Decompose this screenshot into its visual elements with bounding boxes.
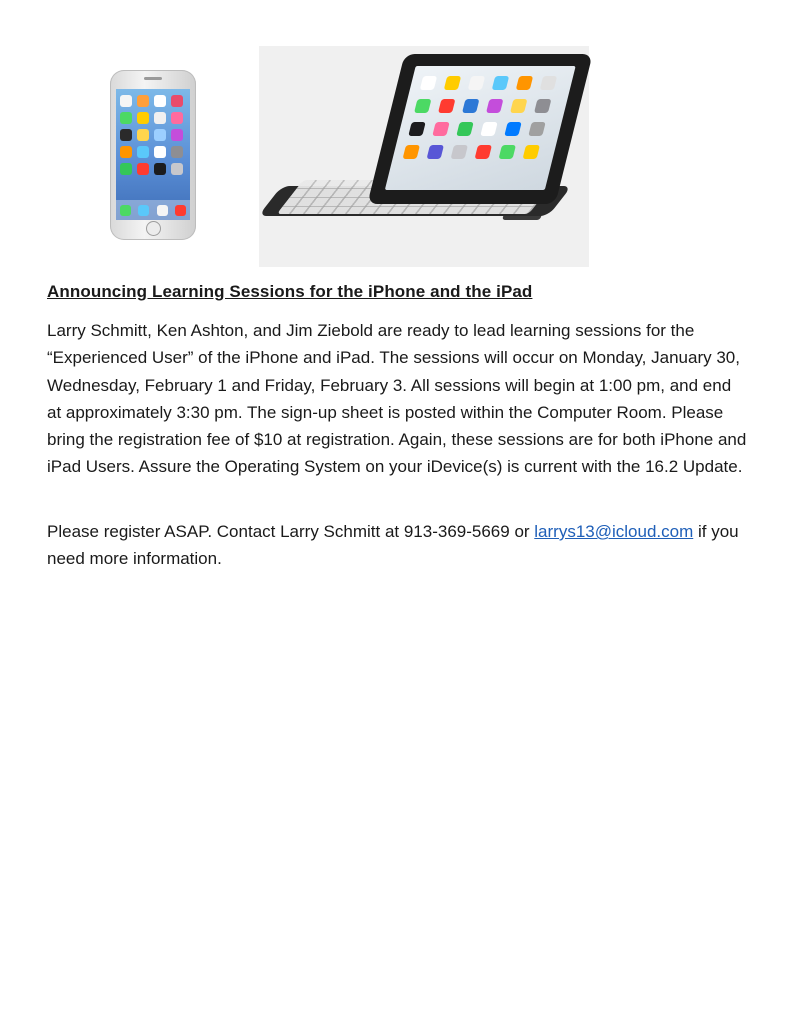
iphone-dock [116,200,190,220]
announcement-title: Announcing Learning Sessions for the iPhone and the iPad [47,282,533,301]
iphone-app-grid [120,95,186,175]
iphone-screen [116,89,190,220]
home-button-icon [146,221,161,236]
ipad-screen [385,66,576,190]
email-link[interactable]: larrys13@icloud.com [534,522,694,541]
iphone-image [110,70,196,240]
ipad-device [367,54,592,204]
iphone-speaker [144,77,162,80]
registration-text-end: if you need more information. [47,522,739,569]
ipad-app-grid [403,76,558,159]
announcement-body: Larry Schmitt, Ken Ashton, and Jim Ziebold are ready to lead learning sessions for the “Experienced User” of the iPhone and iPad. The sessions will occur on Monday, January 30, Wednesday, February 1 and Friday, February 3. All sessions will begin at 1:00 pm, and end at approximately 3:30 pm. The sign-up sheet is posted within the Computer Room. Please bring the registration fee of $10 at registration. Again, these sessions are for both iPhone and iPad Users. Assure the Operating System on your iDevice(s) is current with the 16.2 Update. [47,321,747,477]
registration-text: Please register ASAP. Contact Larry Schmitt at 913-369-5669 or [47,522,535,541]
registration-paragraph [47,518,747,573]
